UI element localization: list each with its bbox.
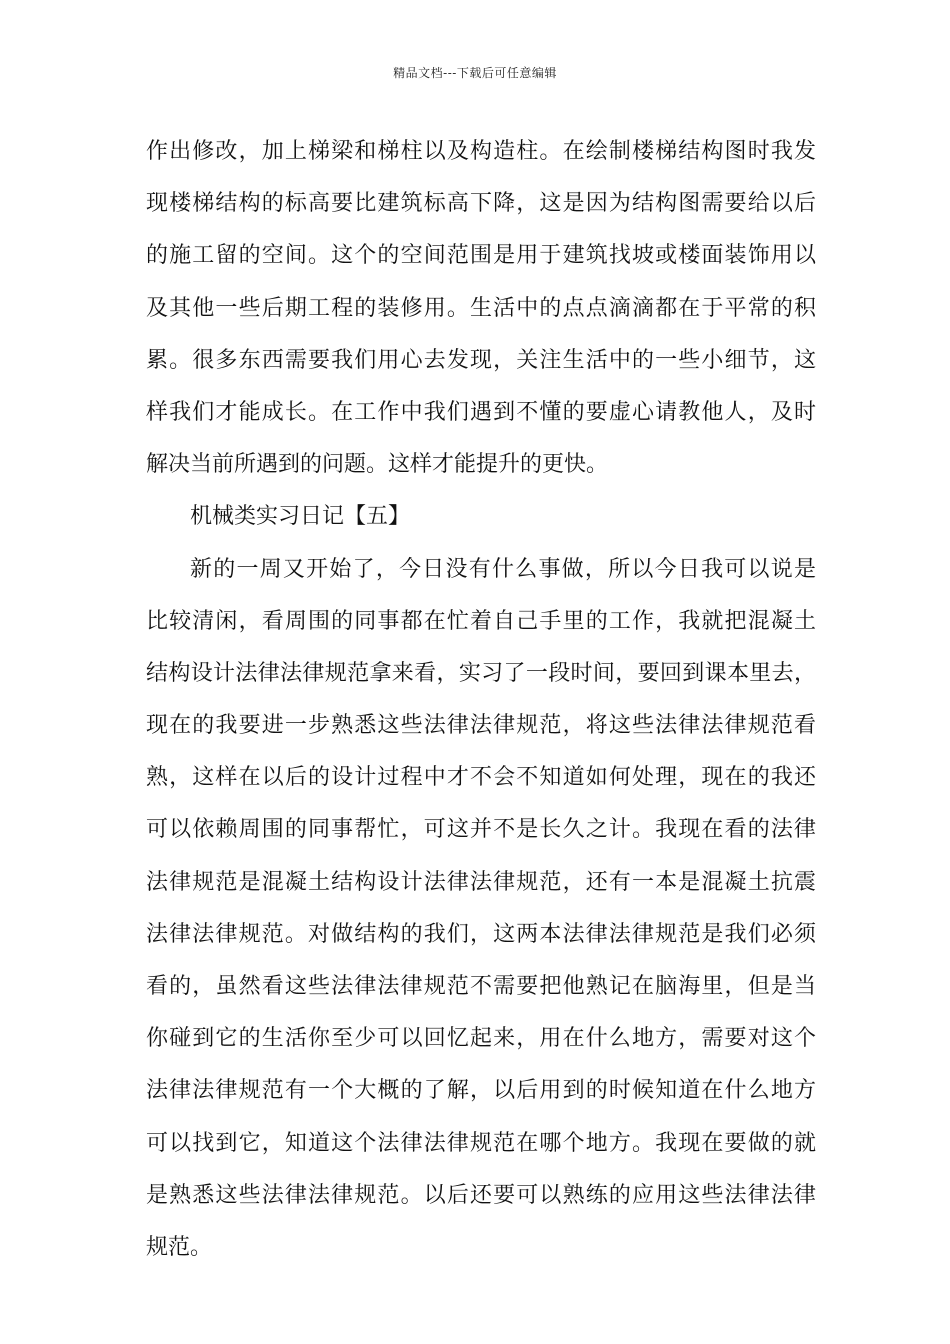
paragraph-line: 的施工留的空间。这个的空间范围是用于建筑找坡或楼面装饰用以 [146,243,816,269]
paragraph-line: 法律规范是混凝土结构设计法律法律规范，还有一本是混凝土抗震 [146,869,816,895]
paragraph-line: 作出修改，加上梯梁和梯柱以及构造柱。在绘制楼梯结构图时我发 [146,139,816,164]
paragraph-line: 可以找到它，知道这个法律法律规范在哪个地方。我现在要做的就 [146,1130,816,1156]
paragraph-1 [146,126,816,491]
page-header: 精品文档---下载后可任意编辑 [393,66,557,80]
paragraph-line: 累。很多东西需要我们用心去发现，关注生活中的一些小细节，这 [146,347,816,373]
paragraph-line: 你碰到它的生活你至少可以回忆起来，用在什么地方，需要对这个 [146,1026,816,1052]
paragraph-line: 现在的我要进一步熟悉这些法律法律规范，将这些法律法律规范看 [146,713,816,739]
paragraph-line: 法律法律规范有一个大概的了解，以后用到的时候知道在什么地方 [146,1078,816,1104]
paragraph-line: 可以依赖周围的同事帮忙，可这并不是长久之计。我现在看的法律 [146,817,816,843]
paragraph-line: 看的，虽然看这些法律法律规范不需要把他熟记在脑海里，但是当 [146,974,816,999]
section-heading: 机械类实习日记【五】 [190,504,411,530]
document-body [146,126,816,1274]
paragraph-line: 法律法律规范。对做结构的我们，这两本法律法律规范是我们必须 [146,921,816,947]
paragraph-2 [146,544,816,1275]
paragraph-line: 及其他一些后期工程的装修用。生活中的点点滴滴都在于平常的积 [146,295,816,321]
paragraph-line: 结构设计法律法律规范拿来看，实习了一段时间，要回到课本里去， [146,660,816,686]
paragraph-line: 规范。 [146,1234,213,1260]
paragraph-line: 是熟悉这些法律法律规范。以后还要可以熟练的应用这些法律法律 [146,1182,816,1208]
paragraph-line: 解决当前所遇到的问题。这样才能提升的更快。 [146,452,609,478]
paragraph-line: 现楼梯结构的标高要比建筑标高下降，这是因为结构图需要给以后 [146,191,816,217]
paragraph-line: 新的一周又开始了，今日没有什么事做，所以今日我可以说是 [190,556,816,582]
paragraph-line: 熟，这样在以后的设计过程中才不会不知道如何处理，现在的我还 [146,765,816,791]
paragraph-line: 样我们才能成长。在工作中我们遇到不懂的要虚心请教他人，及时 [146,399,816,425]
paragraph-line: 比较清闲，看周围的同事都在忙着自己手里的工作，我就把混凝土 [146,608,816,634]
